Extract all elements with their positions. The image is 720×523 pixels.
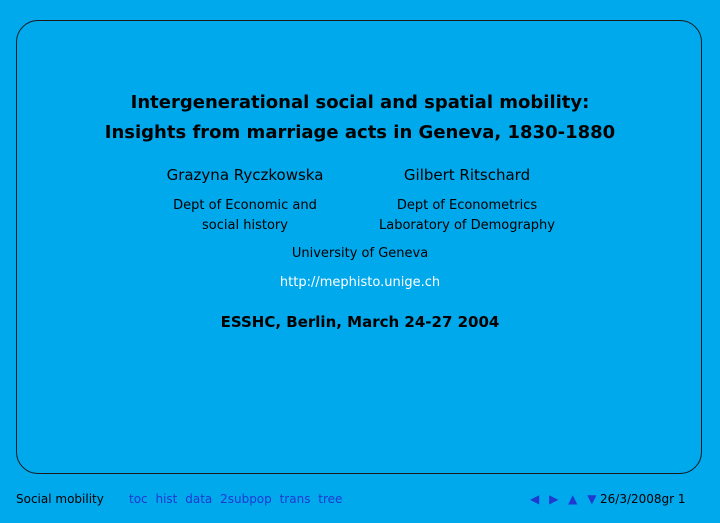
conference: ESSHC, Berlin, March 24-27 2004 — [220, 313, 500, 331]
prev-arrow-icon[interactable]: ◀ — [530, 492, 543, 506]
footer-date-page: 26/3/2008gr 1 — [600, 492, 686, 506]
author-1-dept-line-1: Dept of Economic and — [173, 198, 317, 213]
author-1-affiliation — [140, 196, 350, 236]
website-link[interactable]: http://mephisto.unige.ch — [279, 275, 441, 290]
author-1-name: Grazyna Ryczkowska — [166, 166, 324, 184]
page-title — [0, 88, 720, 148]
university: University of Geneva — [291, 246, 429, 261]
nav-arrows — [530, 492, 599, 506]
author-1-dept-line-2: social history — [202, 218, 288, 233]
footer-nav — [129, 492, 346, 506]
nav-tree-link[interactable]: tree — [318, 492, 343, 506]
footer-bar — [0, 490, 720, 510]
nav-data-link[interactable]: data — [185, 492, 213, 506]
nav-2subpop-link[interactable]: 2subpop — [220, 492, 272, 506]
author-2-dept-line-2: Laboratory of Demography — [379, 218, 555, 233]
next-arrow-icon[interactable]: ▶ — [549, 492, 562, 506]
up-arrow-icon[interactable]: ▲ — [568, 492, 581, 506]
author-2-dept-line-1: Dept of Econometrics — [396, 198, 538, 213]
nav-toc-link[interactable]: toc — [129, 492, 148, 506]
author-2-affiliation — [362, 196, 572, 236]
down-arrow-icon[interactable]: ▼ — [587, 492, 600, 506]
nav-hist-link[interactable]: hist — [155, 492, 178, 506]
title-line-2: Insights from marriage acts in Geneva, 1830-1880 — [104, 122, 616, 143]
footer-label: Social mobility — [16, 492, 104, 506]
author-2-name: Gilbert Ritschard — [403, 166, 531, 184]
title-line-1: Intergenerational social and spatial mobility: — [130, 92, 590, 113]
nav-trans-link[interactable]: trans — [279, 492, 311, 506]
